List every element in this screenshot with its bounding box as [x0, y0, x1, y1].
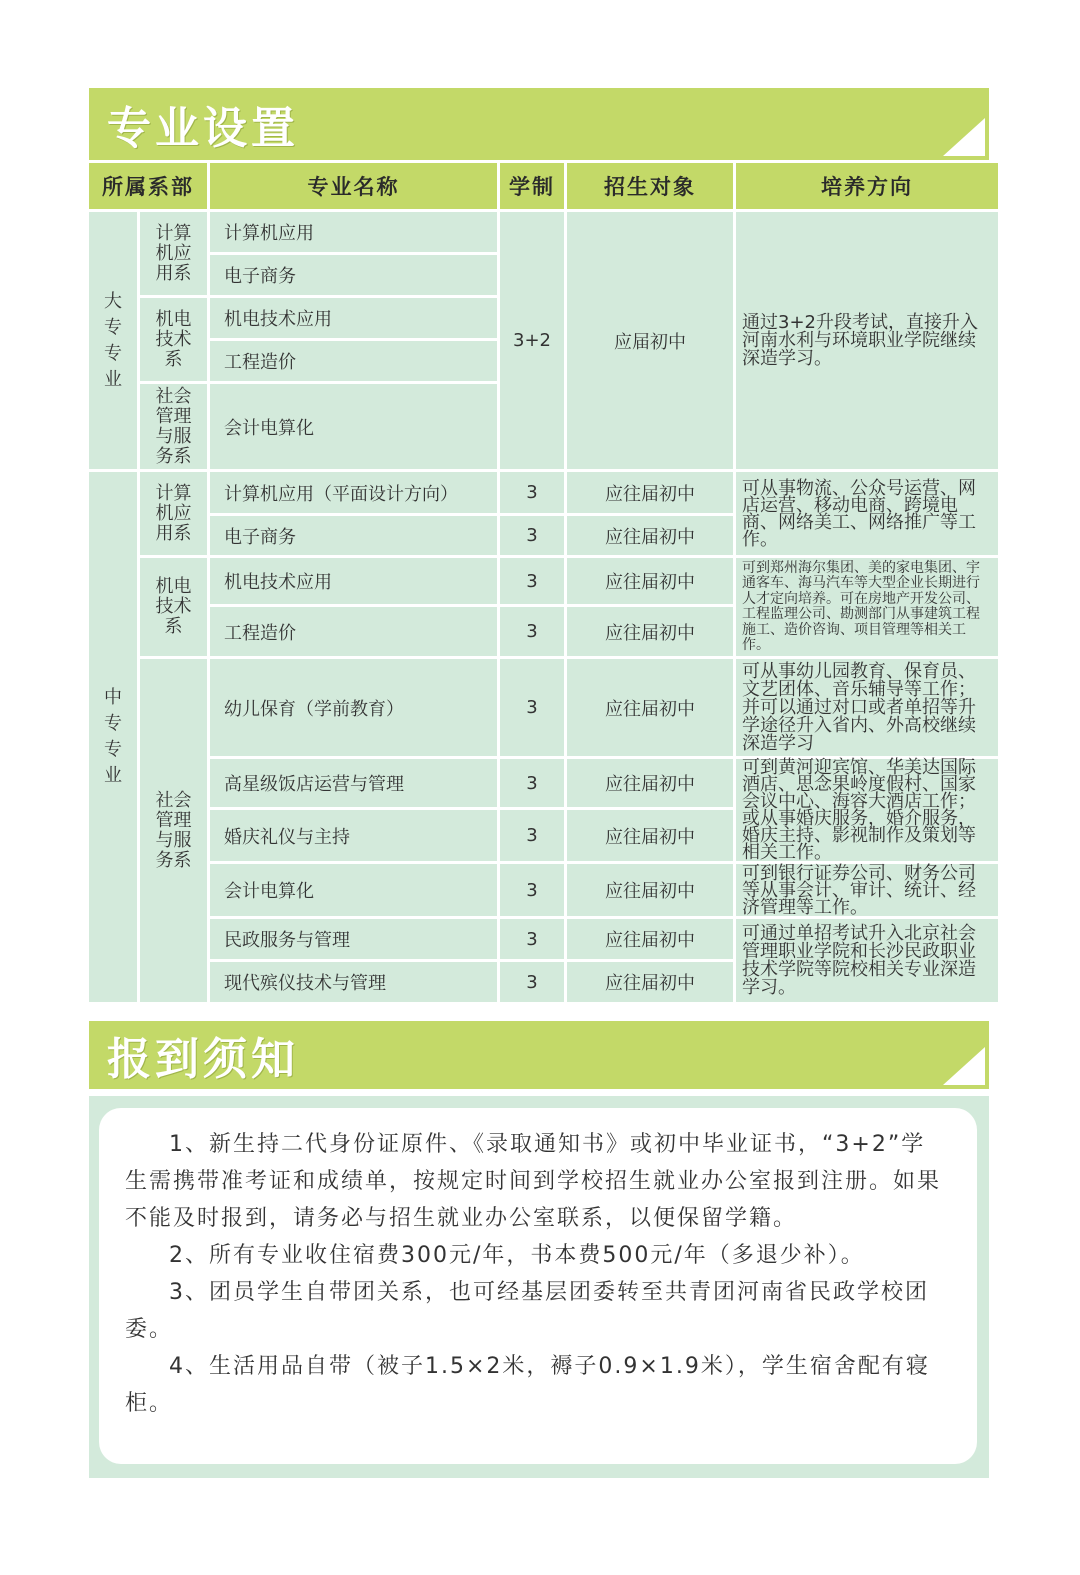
dept-secondary-cs: [140, 472, 207, 555]
majors-section-title: 专业设置: [107, 103, 299, 154]
dept-college-me: [140, 298, 207, 381]
target-cell: 应往届初中: [567, 962, 733, 1002]
direction-cell: 可从事物流、公众号运营、网店运营、移动电商、跨境电商、网络美工、网络推广等工作。: [736, 472, 998, 555]
header-target: 招生对象: [567, 163, 733, 209]
dept-label: 社会管理与服务系: [155, 789, 192, 871]
notice-section-title: 报到须知: [107, 1034, 299, 1085]
notice-item: 2、所有专业收住宿费300元/年，书本费500元/年（多退少补）。: [169, 1243, 865, 1268]
duration-cell: 3: [500, 472, 564, 513]
category-college: [89, 212, 137, 469]
table-header-row: [89, 163, 998, 209]
header-direction: 培养方向: [736, 163, 998, 209]
direction-cell: 可从事幼儿园教育、保育员、文艺团体、音乐辅导等工作；并可以通过对口或者单招等升学途径升入省内、外高校继续深造学习: [736, 659, 998, 756]
target-cell: 应往届初中: [567, 558, 733, 604]
category-college-label: 大专专业: [104, 290, 122, 390]
notice-item: 4、生活用品自带（被子1.5×2米，褥子0.9×1.9米），学生宿舍配有寝柜。: [125, 1354, 930, 1416]
notice-panel: [89, 1096, 989, 1478]
table-row: [89, 759, 998, 807]
table-row: [89, 864, 998, 916]
major-name: 工程造价: [210, 341, 497, 381]
duration-cell: 3: [500, 759, 564, 807]
dept-secondary-me: [140, 558, 207, 656]
college-target: 应届初中: [567, 212, 733, 469]
dept-label: 计算机应用系: [155, 222, 192, 284]
target-cell: 应往届初中: [567, 919, 733, 959]
dept-college-cs: [140, 212, 207, 295]
major-name: 现代殡仪技术与管理: [210, 962, 497, 1002]
target-cell: 应往届初中: [567, 516, 733, 555]
majors-section-header: [89, 88, 989, 160]
major-name: 民政服务与管理: [210, 919, 497, 959]
duration-cell: 3: [500, 919, 564, 959]
duration-cell: 3: [500, 659, 564, 756]
major-name: 机电技术应用: [210, 298, 497, 338]
major-name: 电子商务: [210, 255, 497, 295]
notice-section-header: [89, 1021, 989, 1089]
major-name: 计算机应用: [210, 212, 497, 252]
major-name: 会计电算化: [210, 864, 497, 916]
corner-triangle-icon: [943, 1047, 985, 1085]
table-row: [89, 919, 998, 959]
dept-label: 机电技术系: [155, 308, 192, 370]
major-name: 机电技术应用: [210, 558, 497, 604]
dept-secondary-sm: [140, 659, 207, 1002]
college-direction: 通过3+2升段考试，直接升入河南水利与环境职业学院继续深造学习。: [736, 212, 998, 469]
duration-cell: 3: [500, 810, 564, 861]
duration-cell: 3: [500, 962, 564, 1002]
major-name: 工程造价: [210, 607, 497, 656]
dept-label: 社会管理与服务系: [155, 385, 192, 467]
target-cell: 应往届初中: [567, 810, 733, 861]
major-name: 婚庆礼仪与主持: [210, 810, 497, 861]
duration-cell: 3: [500, 516, 564, 555]
target-cell: 应往届初中: [567, 864, 733, 916]
header-duration: 学制: [500, 163, 564, 209]
college-duration: 3+2: [500, 212, 564, 469]
corner-triangle-icon: [943, 118, 985, 156]
major-name: 电子商务: [210, 516, 497, 555]
direction-cell: 可通过单招考试升入北京社会管理职业学院和长沙民政职业技术学院等院校相关专业深造学习。: [736, 919, 998, 1002]
notice-card: [99, 1108, 977, 1464]
direction-cell: 可到郑州海尔集团、美的家电集团、宇通客车、海马汽车等大型企业长期进行人才定向培养。可在房地产开发公司、工程监理公司、勘测部门从事建筑工程施工、造价咨询、项目管理等相关工作。: [736, 558, 998, 656]
major-name: 幼儿保育（学前教育）: [210, 659, 497, 756]
major-name: 高星级饭店运营与管理: [210, 759, 497, 807]
target-cell: 应往届初中: [567, 472, 733, 513]
header-department: 所属系部: [89, 163, 207, 209]
direction-cell: 可到黄河迎宾馆、华美达国际酒店、思念果岭度假村、国家会议中心、海容大酒店工作；或从事婚庆服务，婚介服务，婚庆主持、影视制作及策划等相关工作。: [736, 759, 998, 861]
notice-item: 1、新生持二代身份证原件、《录取通知书》或初中毕业证书，“3+2”学生需携带准考证和成绩单，按规定时间到学校招生就业办公室报到注册。如果不能及时报到，请务必与招生就业办公室联系，以便保留学籍。: [125, 1132, 942, 1231]
table-row: [89, 558, 998, 604]
direction-cell: 可到银行证券公司、财务公司等从事会计、审计、统计、经济管理等工作。: [736, 864, 998, 916]
target-cell: 应往届初中: [567, 759, 733, 807]
table-row: [89, 472, 998, 513]
category-secondary: [89, 472, 137, 1002]
major-name: 计算机应用（平面设计方向）: [210, 472, 497, 513]
duration-cell: 3: [500, 607, 564, 656]
target-cell: 应往届初中: [567, 659, 733, 756]
dept-label: 机电技术系: [155, 576, 192, 637]
notice-item: 3、团员学生自带团关系，也可经基层团委转至共青团河南省民政学校团委。: [125, 1280, 929, 1342]
major-name: 会计电算化: [210, 384, 497, 469]
table-row: [89, 659, 998, 756]
category-secondary-label: 中专专业: [104, 687, 122, 786]
table-row: [89, 212, 998, 252]
target-cell: 应往届初中: [567, 607, 733, 656]
dept-label: 计算机应用系: [155, 482, 192, 544]
duration-cell: 3: [500, 558, 564, 604]
header-major: 专业名称: [210, 163, 497, 209]
duration-cell: 3: [500, 864, 564, 916]
dept-college-sm: [140, 384, 207, 469]
majors-table: [86, 160, 1001, 1005]
